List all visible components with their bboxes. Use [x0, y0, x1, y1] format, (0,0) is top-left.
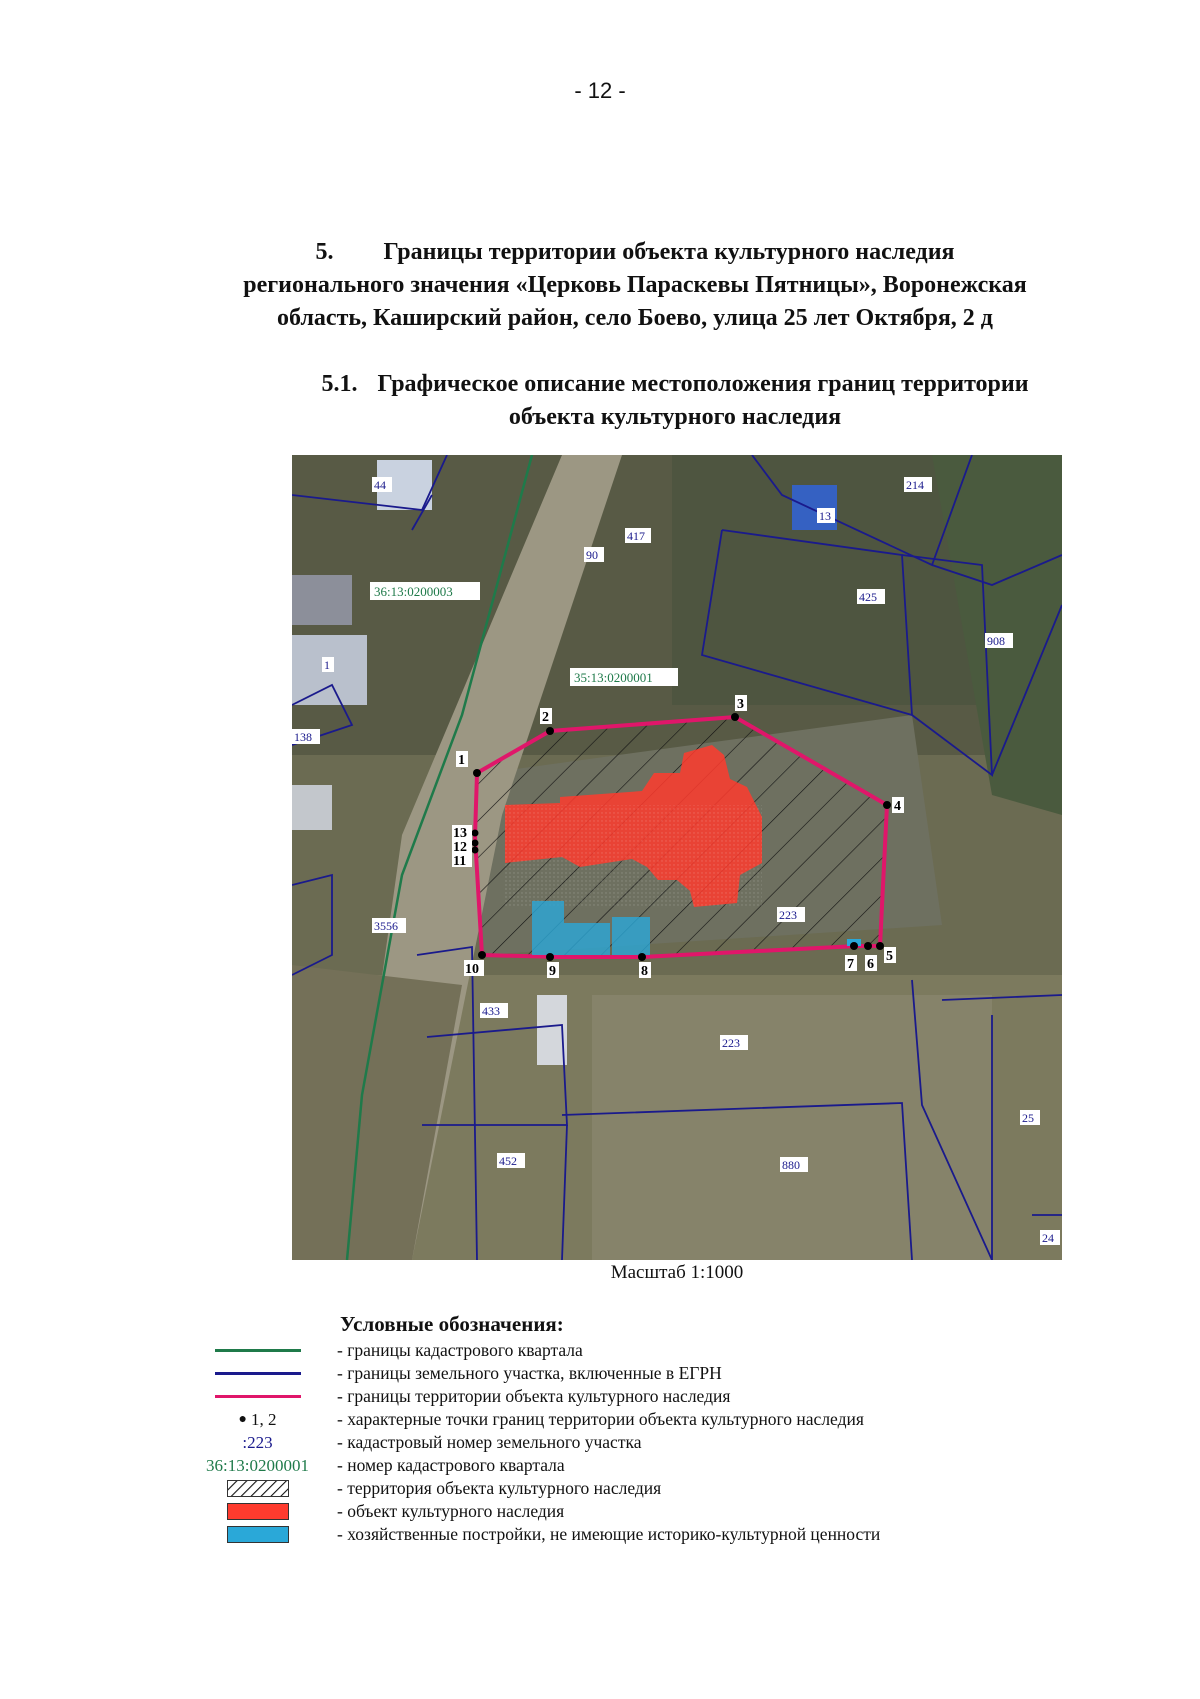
subsection-number: 5.1. [321, 371, 358, 397]
point-icon: ● [238, 1411, 247, 1427]
legend-item-object-border: - границы территории объекта культурного наследия [185, 1385, 1085, 1408]
parcel-label: 223 [722, 1036, 740, 1050]
point-label: 11 [453, 854, 467, 869]
blue-swatch [227, 1526, 289, 1543]
outbuilding-2 [612, 917, 650, 955]
quarter-label: 36:13:0200003 [374, 584, 453, 599]
parcel-label: 908 [987, 634, 1005, 648]
legend-item-parcel-border: - границы земельного участка, включенные в ЕГРН [185, 1362, 1085, 1385]
legend-item-territory: - территория объекта культурного наследия [185, 1477, 1085, 1500]
parcel-label: 214 [906, 478, 924, 492]
section-title-line1: Границы территории объекта культурного наследия [383, 239, 955, 265]
point-label: 9 [549, 964, 556, 979]
red-swatch [227, 1503, 289, 1520]
parcel-label: 24 [1042, 1231, 1054, 1245]
subsection-title-line1: Графическое описание местоположения границ территории [377, 371, 1029, 397]
parcel-label: 417 [627, 529, 645, 543]
cadastral-map [292, 455, 1062, 1260]
point-label: 7 [847, 957, 854, 972]
point-label: 3 [737, 697, 744, 712]
section-title [150, 236, 1120, 335]
subsection-title [200, 368, 1150, 434]
legend-item-heritage-object: - объект культурного наследия [185, 1500, 1085, 1523]
page-number: - 12 - [574, 78, 626, 103]
subsection-title-line2: объекта культурного наследия [508, 404, 842, 430]
parcel-label: 25 [1022, 1111, 1034, 1125]
parcel-label: 90 [586, 548, 598, 562]
section-title-line2: регионального значения «Церковь Параскевы Пятницы», Воронежская [243, 272, 1027, 298]
parcel-label: 44 [374, 478, 386, 492]
parcel-label: 452 [499, 1154, 517, 1168]
section-title-line3: область, Каширский район, село Боево, улица 25 лет Октября, 2 д [277, 305, 993, 331]
legend-title: Условные обозначения: [340, 1312, 564, 1336]
blue-line-symbol [215, 1372, 301, 1375]
point-label: 10 [465, 962, 479, 977]
green-line-symbol [215, 1349, 301, 1352]
parcel-label: 880 [782, 1158, 800, 1172]
parcel-label: 425 [859, 590, 877, 604]
quarter-label: 35:13:0200001 [574, 670, 653, 685]
legend-item-quarter-number: 36:13:0200001 - номер кадастрового квартала [206, 1455, 565, 1475]
parcel-label: 13 [819, 509, 831, 523]
point-label: 5 [886, 949, 893, 964]
point-label: 13 [453, 826, 467, 841]
point-label: 8 [641, 964, 648, 979]
pink-line-symbol [215, 1395, 301, 1398]
legend-item-points: ● 1, 2 - характерные точки границ территории объекта культурного наследия [238, 1409, 864, 1429]
legend-item-parcel-number: :223 - кадастровый номер земельного участка [242, 1432, 642, 1452]
point-label: 6 [867, 957, 874, 972]
map-scale: Масштаб 1:1000 [610, 1262, 744, 1283]
legend-item-outbuildings: - хозяйственные постройки, не имеющие историко-культурной ценности [185, 1523, 1085, 1546]
parcel-label: 1 [324, 658, 330, 672]
parcel-label: 138 [294, 730, 312, 744]
legend-item-quarter-border: - границы кадастрового квартала [185, 1339, 1085, 1362]
parcel-label: 223 [779, 908, 797, 922]
point-label: 12 [453, 840, 467, 855]
hatch-swatch [227, 1480, 289, 1497]
parcel-label: 433 [482, 1004, 500, 1018]
point-label: 2 [542, 710, 549, 725]
point-label: 1 [458, 753, 465, 768]
section-number: 5. [315, 239, 334, 265]
parcel-label: 3556 [374, 919, 398, 933]
point-label: 4 [894, 799, 901, 814]
legend [185, 1339, 1085, 1546]
